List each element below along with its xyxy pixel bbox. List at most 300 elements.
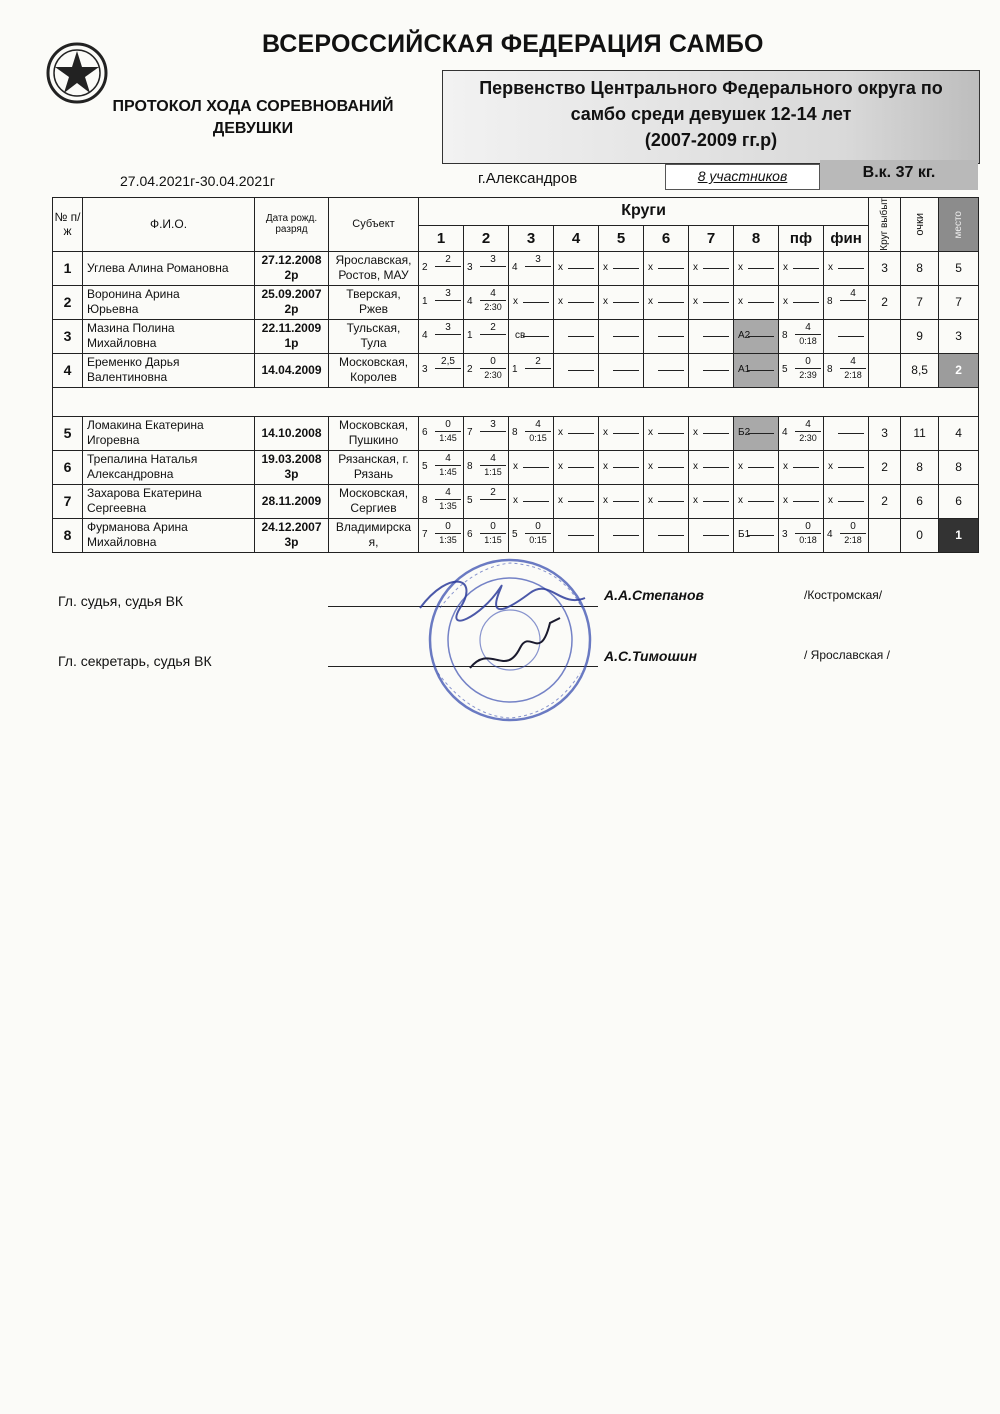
- athlete-region-line1: Московская,: [338, 486, 409, 501]
- header-number: № п/ж: [53, 198, 83, 252]
- bout-score: [480, 356, 506, 381]
- bout-cell: [689, 251, 734, 285]
- bout-cell: [509, 416, 554, 450]
- bout-dash: [568, 268, 594, 269]
- bout-out-mark: x: [513, 460, 518, 472]
- bout-time: 0:18: [799, 534, 817, 545]
- athlete-rank: 14.04.2009: [261, 362, 322, 377]
- bout-points: 0: [795, 356, 821, 369]
- points-value: 8,5: [901, 353, 939, 387]
- bout-dash: [703, 268, 729, 269]
- athlete-dob-date: 19.03.2008: [261, 452, 322, 467]
- bout-cell: [734, 251, 779, 285]
- bout-opponent: 8: [827, 363, 833, 375]
- bout-points: 4: [480, 288, 506, 301]
- athlete-name-line2: Сергеевна: [87, 501, 147, 516]
- bout-dash: [613, 370, 639, 371]
- points-value: 0: [901, 518, 939, 552]
- bout-cell: [824, 251, 869, 285]
- bout-time: 1:15: [484, 466, 502, 477]
- bout-cell: [644, 251, 689, 285]
- results-table: [52, 197, 979, 553]
- bout-points: 0: [840, 521, 866, 534]
- points-value: 8: [901, 450, 939, 484]
- bout-cell: [599, 285, 644, 319]
- athlete-region: [329, 251, 419, 285]
- bout-out-mark: x: [648, 295, 653, 307]
- bout-opponent: 4: [467, 295, 473, 307]
- header-round-1: 1: [419, 225, 464, 251]
- protocol-title-line2: ДЕВУШКИ: [212, 120, 294, 137]
- secretary-label: Гл. секретарь, судья ВК: [58, 653, 212, 669]
- row-number: 3: [53, 319, 83, 353]
- athlete-region-line2: Ростов, МАУ: [338, 268, 409, 283]
- spacer-cell: [53, 387, 979, 416]
- athlete-region-line2: Сергиев: [350, 501, 397, 516]
- bout-score: [480, 419, 506, 432]
- bout-points: 3: [435, 288, 461, 301]
- bout-cell: [554, 416, 599, 450]
- bout-cell: [599, 416, 644, 450]
- header-round-4: 4: [554, 225, 599, 251]
- bout-cell: [779, 450, 824, 484]
- bout-score: [795, 419, 821, 444]
- bout-opponent: 5: [782, 363, 788, 375]
- bout-cell: [644, 518, 689, 552]
- athlete-region: [329, 518, 419, 552]
- athlete-name: [83, 251, 255, 285]
- judge-label: Гл. судья, судья ВК: [58, 593, 184, 609]
- bout-score: [480, 453, 506, 478]
- athlete-name: [83, 518, 255, 552]
- event-title: [443, 75, 979, 153]
- row-number: 6: [53, 450, 83, 484]
- bout-time: 1:15: [484, 534, 502, 545]
- header-round-8: 8: [734, 225, 779, 251]
- athlete-region-line1: Тульская,: [346, 321, 401, 336]
- bout-score: [480, 288, 506, 313]
- bout-points: 4: [435, 453, 461, 466]
- athlete-rank: 2р: [284, 302, 299, 317]
- bout-opponent: 8: [782, 329, 788, 341]
- bout-out-mark: x: [558, 494, 563, 506]
- bout-points: 2: [525, 356, 551, 369]
- bout-dash: [658, 302, 684, 303]
- header-round-2: 2: [464, 225, 509, 251]
- judge-name: А.А.Степанов: [604, 587, 704, 603]
- header-name: Ф.И.О.: [83, 198, 255, 252]
- bout-cell: [419, 285, 464, 319]
- bout-cell: [464, 353, 509, 387]
- bout-points: 4: [795, 419, 821, 432]
- bout-score: [435, 521, 461, 546]
- competition-city: г.Александров: [478, 170, 578, 187]
- bout-dash: [568, 467, 594, 468]
- bout-opponent: 8: [512, 426, 518, 438]
- bout-dash: [748, 535, 774, 536]
- bout-dash: [748, 467, 774, 468]
- judge-region: /Костромская/: [804, 588, 883, 602]
- bout-dash: [703, 336, 729, 337]
- bout-time: 1:35: [439, 534, 457, 545]
- bout-opponent: 5: [467, 494, 473, 506]
- bout-cell: [779, 518, 824, 552]
- bout-opponent: 6: [467, 528, 473, 540]
- bout-opponent: 7: [467, 426, 473, 438]
- bout-cell: [554, 285, 599, 319]
- bout-cell: [824, 450, 869, 484]
- bout-points: 4: [840, 356, 866, 369]
- athlete-name: [83, 285, 255, 319]
- bout-out-mark: x: [738, 494, 743, 506]
- bout-cell: [824, 319, 869, 353]
- bout-out-mark: x: [558, 460, 563, 472]
- place-value: 8: [939, 450, 979, 484]
- bout-score: [480, 487, 506, 500]
- bout-bracket-label: Б1: [738, 528, 751, 540]
- bout-cell: [644, 416, 689, 450]
- bout-dash: [748, 336, 774, 337]
- bout-cell: [824, 416, 869, 450]
- bout-cell: [599, 251, 644, 285]
- bout-cell: [824, 484, 869, 518]
- bout-dash: [613, 501, 639, 502]
- bout-score: [795, 521, 821, 546]
- bout-dash: [613, 336, 639, 337]
- bout-cell: [509, 353, 554, 387]
- bout-time: 2:30: [484, 369, 502, 380]
- bout-cell: [419, 450, 464, 484]
- bout-dash: [748, 370, 774, 371]
- bout-points: 2: [435, 254, 461, 267]
- bout-cell: [734, 416, 779, 450]
- athlete-name: [83, 484, 255, 518]
- bout-score: [840, 356, 866, 381]
- bout-cell: [599, 484, 644, 518]
- athlete-region: [329, 484, 419, 518]
- bout-dash: [658, 268, 684, 269]
- bout-score: [525, 254, 551, 267]
- protocol-title: [82, 96, 424, 140]
- athlete-name-line1: Мазина Полина: [87, 321, 175, 336]
- bout-cell: [509, 484, 554, 518]
- bout-points: 4: [480, 453, 506, 466]
- athlete-name-line2: Михайловна: [87, 535, 157, 550]
- athlete-region-line1: Московская,: [338, 355, 409, 370]
- bout-cell: [734, 353, 779, 387]
- bout-out-mark: x: [738, 261, 743, 273]
- place-value: 1: [939, 518, 979, 552]
- bout-out-mark: x: [603, 426, 608, 438]
- bout-dash: [523, 302, 549, 303]
- bout-score: [795, 322, 821, 347]
- bout-dash: [838, 501, 864, 502]
- table-row: [53, 484, 979, 518]
- bout-opponent: 4: [782, 426, 788, 438]
- athlete-rank: 3р: [284, 535, 299, 550]
- athlete-dob: [255, 251, 329, 285]
- bout-time: 2:18: [844, 369, 862, 380]
- athlete-name-line1: Воронина Арина: [87, 287, 180, 302]
- bout-score: [435, 322, 461, 335]
- header-points-label: очки: [913, 213, 926, 236]
- bout-opponent: 4: [827, 528, 833, 540]
- bout-out-mark: x: [693, 261, 698, 273]
- bout-dash: [793, 268, 819, 269]
- bout-points: 0: [435, 521, 461, 534]
- athlete-dob: [255, 285, 329, 319]
- athlete-region-line1: Ярославская,: [335, 253, 412, 268]
- bout-cell: [464, 484, 509, 518]
- bout-out-mark: x: [783, 460, 788, 472]
- bout-opponent: 1: [422, 295, 428, 307]
- weight-class: В.к. 37 кг.: [862, 164, 936, 181]
- bout-cell: [644, 319, 689, 353]
- place-value: 6: [939, 484, 979, 518]
- bout-cell: [554, 353, 599, 387]
- weight-class-box: [820, 160, 978, 190]
- bout-cell: [644, 353, 689, 387]
- bout-points: 0: [795, 521, 821, 534]
- bout-time: 2:30: [799, 432, 817, 443]
- points-value: 7: [901, 285, 939, 319]
- bout-dash: [838, 433, 864, 434]
- bout-bracket-label: Б2: [738, 426, 751, 438]
- table-row: [53, 285, 979, 319]
- athlete-name-line2: Валентиновна: [87, 370, 168, 385]
- event-title-line3: (2007-2009 гг.р): [644, 130, 778, 150]
- bout-score: [435, 419, 461, 444]
- header-place: [939, 198, 979, 252]
- bout-out-mark: x: [828, 261, 833, 273]
- bout-opponent: 5: [512, 528, 518, 540]
- header-round-out-label: Круг выбыт: [878, 198, 890, 251]
- athlete-dob: [255, 450, 329, 484]
- round-out-value: 2: [869, 450, 901, 484]
- athlete-region: [329, 319, 419, 353]
- bout-out-mark: x: [828, 460, 833, 472]
- bout-out-mark: x: [603, 295, 608, 307]
- bout-dash: [613, 535, 639, 536]
- athlete-region-line1: Тверская,: [346, 287, 401, 302]
- bout-out-mark: x: [648, 494, 653, 506]
- bout-out-mark: x: [558, 426, 563, 438]
- bout-dash: [568, 501, 594, 502]
- bout-score: [525, 419, 551, 444]
- athlete-region-line2: Рязань: [353, 467, 394, 482]
- bout-dash: [658, 535, 684, 536]
- bout-out-mark: x: [693, 295, 698, 307]
- athlete-region-line1: Владимирска: [335, 520, 412, 535]
- bout-dash: [703, 467, 729, 468]
- bout-cell: [509, 285, 554, 319]
- header-dob: Дата рожд. разряд: [255, 198, 329, 252]
- bout-score: [525, 521, 551, 546]
- bout-out-mark: x: [558, 295, 563, 307]
- bout-cell: [554, 484, 599, 518]
- bout-opponent: 7: [422, 528, 428, 540]
- bout-cell: [509, 251, 554, 285]
- bout-dash: [703, 501, 729, 502]
- bout-cell: [689, 484, 734, 518]
- bout-dash: [568, 433, 594, 434]
- athlete-rank: 1р: [284, 336, 299, 351]
- bout-cell: [464, 319, 509, 353]
- bout-out-mark: x: [648, 426, 653, 438]
- round-out-value: [869, 518, 901, 552]
- bout-opponent: 1: [512, 363, 518, 375]
- athlete-region-line2: Королев: [350, 370, 397, 385]
- bout-opponent: 8: [422, 494, 428, 506]
- bout-opponent: 8: [827, 295, 833, 307]
- athlete-name-line1: Трепалина Наталья: [87, 452, 198, 467]
- bout-time: 2:30: [484, 301, 502, 312]
- header-place-label: место: [952, 210, 964, 239]
- bout-out-mark: x: [558, 261, 563, 273]
- bout-cell: [734, 319, 779, 353]
- athlete-name: [83, 416, 255, 450]
- bout-cell: [779, 353, 824, 387]
- table-row: [53, 319, 979, 353]
- bout-cell: [509, 319, 554, 353]
- bout-out-mark: x: [738, 460, 743, 472]
- bout-out-mark: x: [603, 460, 608, 472]
- bout-score: [435, 453, 461, 478]
- bout-points: 0: [480, 356, 506, 369]
- bout-dash: [613, 268, 639, 269]
- athlete-dob-date: 25.09.2007: [261, 287, 322, 302]
- bout-dash: [658, 467, 684, 468]
- athlete-rank: 28.11.2009: [261, 493, 322, 508]
- secretary-region: / Ярославская /: [804, 648, 890, 662]
- event-title-box: [442, 70, 980, 164]
- header-region: Субъект: [329, 198, 419, 252]
- bout-dash: [838, 268, 864, 269]
- bout-points: 0: [480, 521, 506, 534]
- bout-points: 3: [435, 322, 461, 335]
- row-number: 2: [53, 285, 83, 319]
- bout-cell: [779, 484, 824, 518]
- round-out-value: 3: [869, 251, 901, 285]
- bout-cell: [734, 484, 779, 518]
- bout-time: 0:18: [799, 335, 817, 346]
- bout-points: 4: [525, 419, 551, 432]
- bout-dash: [658, 433, 684, 434]
- bout-out-mark: x: [648, 460, 653, 472]
- header-round-10: фин: [824, 225, 869, 251]
- athlete-rank: 2р: [284, 268, 299, 283]
- athlete-region-line2: я,: [368, 535, 379, 550]
- athlete-name-line1: Еременко Дарья: [87, 355, 180, 370]
- athlete-dob: [255, 353, 329, 387]
- bout-points: 4: [795, 322, 821, 335]
- table-row: [53, 450, 979, 484]
- round-out-value: [869, 319, 901, 353]
- bout-dash: [523, 467, 549, 468]
- bout-opponent: 3: [782, 528, 788, 540]
- bout-out-mark: x: [603, 261, 608, 273]
- place-value: 5: [939, 251, 979, 285]
- athlete-name-line1: Фурманова Арина: [87, 520, 188, 535]
- table-row: [53, 251, 979, 285]
- athlete-dob: [255, 416, 329, 450]
- athlete-region-line1: Московская,: [338, 418, 409, 433]
- bout-cell: [464, 285, 509, 319]
- bout-dash: [568, 535, 594, 536]
- bout-opponent: 4: [512, 261, 518, 273]
- athlete-name: [83, 319, 255, 353]
- bout-time: 2:39: [799, 369, 817, 380]
- bout-time: 0:15: [529, 534, 547, 545]
- bout-out-mark: x: [693, 426, 698, 438]
- table-row: [53, 416, 979, 450]
- bout-cell: [554, 251, 599, 285]
- athlete-dob-date: 22.11.2009: [261, 321, 322, 336]
- bout-dash: [838, 336, 864, 337]
- bout-dash: [568, 302, 594, 303]
- athlete-name-line1: Захарова Екатерина: [87, 486, 202, 501]
- bout-opponent: 2: [422, 261, 428, 273]
- row-number: 5: [53, 416, 83, 450]
- bout-out-mark: x: [783, 261, 788, 273]
- bout-dash: [658, 501, 684, 502]
- bout-opponent: 2: [467, 363, 473, 375]
- bout-out-mark: x: [738, 295, 743, 307]
- place-value: 4: [939, 416, 979, 450]
- bout-score: [480, 254, 506, 267]
- bout-score: [840, 288, 866, 301]
- round-out-value: 2: [869, 285, 901, 319]
- bout-cell: [464, 450, 509, 484]
- bout-cell: [644, 484, 689, 518]
- row-number: 7: [53, 484, 83, 518]
- bout-points: 4: [435, 487, 461, 500]
- place-value: 3: [939, 319, 979, 353]
- athlete-dob: [255, 484, 329, 518]
- bout-score: [480, 521, 506, 546]
- header-rounds: Круги: [419, 198, 869, 226]
- bout-cell: [689, 319, 734, 353]
- header-points: [901, 198, 939, 252]
- bout-cell: [779, 416, 824, 450]
- bout-cell: [779, 251, 824, 285]
- bout-score: [435, 288, 461, 301]
- athlete-region: [329, 450, 419, 484]
- bout-cell: [419, 353, 464, 387]
- header-round-9: пф: [779, 225, 824, 251]
- place-value: 2: [939, 353, 979, 387]
- place-value: 7: [939, 285, 979, 319]
- bout-cell: [734, 285, 779, 319]
- bout-opponent: 1: [467, 329, 473, 341]
- bout-cell: [419, 484, 464, 518]
- bout-out-mark: x: [513, 494, 518, 506]
- official-stamp: [410, 548, 610, 728]
- bout-points: 2,5: [435, 356, 461, 369]
- bout-cell: [779, 285, 824, 319]
- bout-cell: [509, 450, 554, 484]
- bout-dash: [703, 535, 729, 536]
- table-row: [53, 353, 979, 387]
- bout-dash: [568, 336, 594, 337]
- bout-score: [525, 356, 551, 369]
- bout-score: [435, 356, 461, 369]
- points-value: 9: [901, 319, 939, 353]
- points-value: 8: [901, 251, 939, 285]
- bout-cell: [599, 319, 644, 353]
- bout-cell: [464, 416, 509, 450]
- bout-dash: [748, 302, 774, 303]
